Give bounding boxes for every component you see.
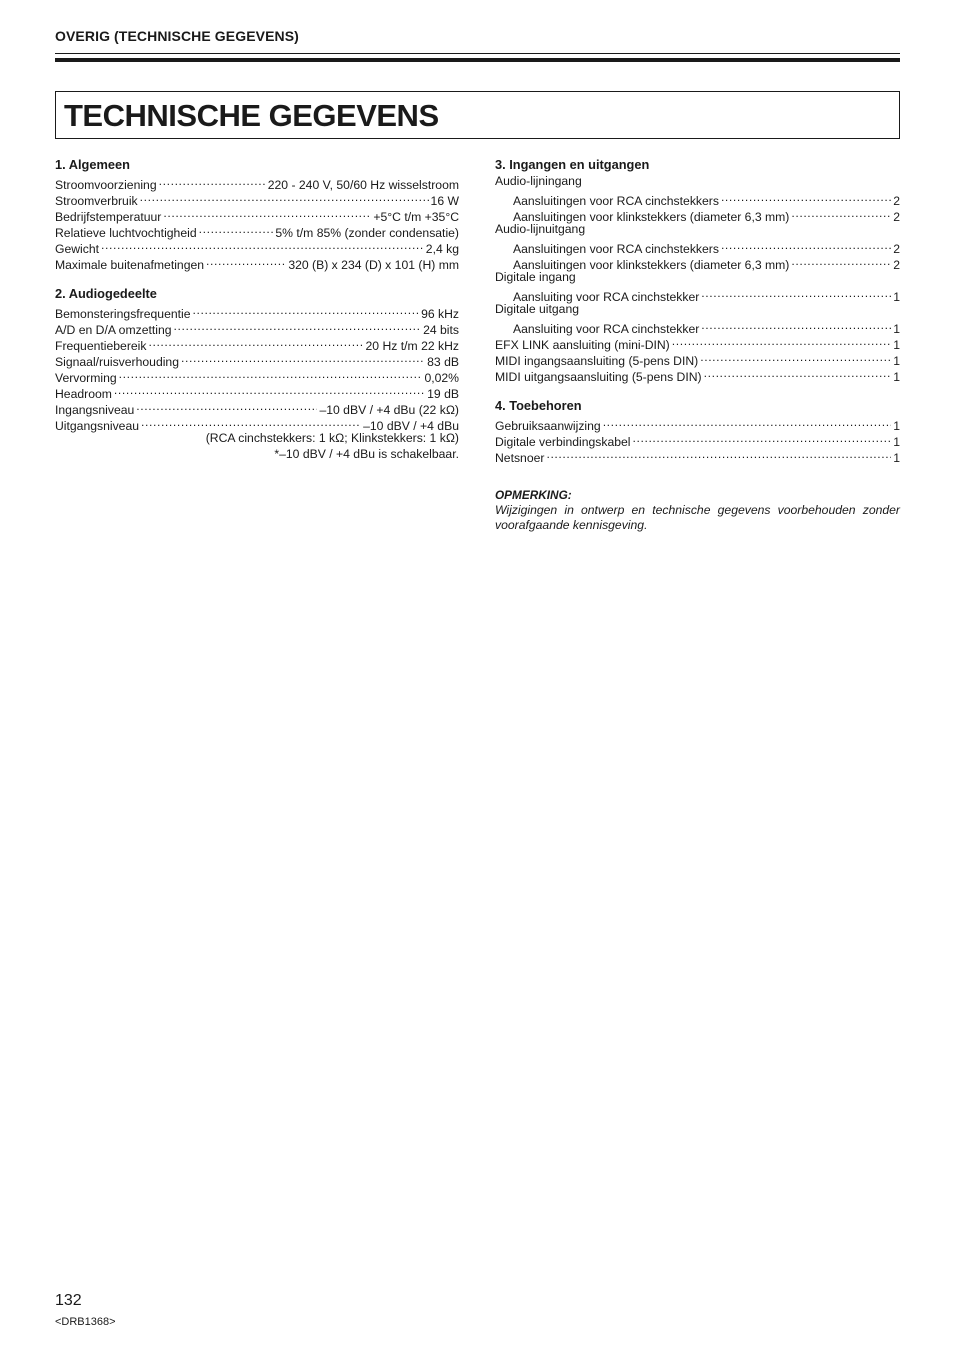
io-group-digital-in: Digitale ingang (495, 270, 576, 284)
io-label: Aansluiting voor RCA cinchstekker (513, 322, 700, 336)
spec-row-audio-value: 96 kHz (421, 307, 459, 321)
accessory-row-label: Gebruiksaanwijzing (495, 419, 601, 433)
spec-row-audio-value: 83 dB (427, 355, 459, 369)
section-title-algemeen: 1. Algemeen (55, 157, 130, 172)
spec-row-algemeen-value: 220 - 240 V, 50/60 Hz wisselstroom (267, 178, 459, 192)
io-row (495, 189, 900, 208)
section-header: OVERIG (TECHNISCHE GEGEVENS) (55, 28, 299, 44)
spec-row-audio-value: 24 bits (423, 323, 459, 337)
right-column (495, 157, 900, 533)
spec-row-audio-label: Vervorming (55, 371, 117, 385)
section-title-audio: 2. Audiogedeelte (55, 286, 157, 301)
accessory-row (495, 414, 900, 433)
note-title: OPMERKING: (495, 488, 572, 502)
io-group-digital-out: Digitale uitgang (495, 302, 580, 316)
header-rule-thin (55, 53, 900, 54)
spec-row-audio-label: Frequentiebereik (55, 339, 147, 353)
note-text: Wijzigingen in ontwerp en technische gegevens voorbehouden zonder voorafgaande kennisgeving. (495, 503, 900, 532)
io-row (495, 237, 900, 256)
left-column (55, 157, 459, 462)
io-count: 1 (893, 370, 900, 384)
title-box (55, 91, 900, 139)
spec-row-audio (55, 382, 459, 401)
spec-row-audio (55, 398, 459, 417)
switchable-note: *–10 dBV / +4 dBu is schakelbaar. (274, 447, 459, 461)
io-count: 2 (893, 194, 900, 208)
spec-row-audio-value: 20 Hz t/m 22 kHz (365, 339, 459, 353)
io-group-line-out: Audio-lijnuitgang (495, 222, 586, 236)
spec-row-audio (55, 302, 459, 321)
section-title-accessories: 4. Toebehoren (495, 398, 582, 413)
document-code: <DRB1368> (55, 1316, 116, 1328)
accessory-row-label: Digitale verbindingskabel (495, 435, 631, 449)
header-rule-thick (55, 58, 900, 62)
spec-row-audio-label: Uitgangsniveau (55, 419, 140, 433)
spec-row-audio-label: Bemonsteringsfrequentie (55, 307, 191, 321)
io-label: Aansluitingen voor RCA cinchstekkers (513, 194, 719, 208)
spec-row-audio-value: 19 dB (427, 387, 459, 401)
spec-row-audio-value: –10 dBV / +4 dBu (22 kΩ) (319, 403, 459, 417)
io-label: Aansluiting voor RCA cinchstekker (513, 290, 700, 304)
spec-row-algemeen-label: Bedrijfstemperatuur (55, 210, 162, 224)
spec-row-algemeen-label: Relatieve luchtvochtigheid (55, 226, 197, 240)
io-group-line-in: Audio-lijningang (495, 174, 582, 188)
io-row (495, 285, 900, 304)
spec-row-algemeen-label: Gewicht (55, 242, 100, 256)
accessory-row-value: 1 (893, 435, 900, 449)
io-label: Aansluitingen voor RCA cinchstekkers (513, 242, 719, 256)
io-row (495, 317, 900, 336)
spec-row-algemeen-label: Stroomvoorziening (55, 178, 157, 192)
spec-row-algemeen-label: Maximale buitenafmetingen (55, 258, 205, 272)
io-label: MIDI ingangsaansluiting (5-pens DIN) (495, 354, 699, 368)
impedance-note: (RCA cinchstekkers: 1 kΩ; Klinkstekkers: 1 kΩ) (205, 431, 459, 445)
io-count: 2 (893, 242, 900, 256)
spec-row-algemeen-value: +5°C t/m +35°C (373, 210, 459, 224)
spec-row-algemeen-value: 320 (B) x 234 (D) x 101 (H) mm (288, 258, 459, 272)
page-number: 132 (55, 1292, 82, 1309)
spec-row-algemeen (55, 253, 459, 272)
spec-row-audio-value: –10 dBV / +4 dBu (363, 419, 459, 433)
spec-row-algemeen (55, 173, 459, 192)
page-title: TECHNISCHE GEGEVENS (64, 98, 439, 133)
spec-row-algemeen (55, 237, 459, 256)
spec-row-audio-label: A/D en D/A omzetting (55, 323, 172, 337)
io-label: EFX LINK aansluiting (mini-DIN) (495, 338, 670, 352)
io-count: 2 (893, 258, 900, 272)
spec-row-audio-value: 0,02% (424, 371, 459, 385)
io-count: 1 (893, 338, 900, 352)
accessory-row (495, 446, 900, 465)
io-count: 1 (893, 322, 900, 336)
io-label: Aansluitingen voor klinkstekkers (diameter 6,3 mm) (513, 210, 790, 224)
spec-row-algemeen-label: Stroomverbruik (55, 194, 138, 208)
accessory-row-label: Netsnoer (495, 451, 545, 465)
section-title-io: 3. Ingangen en uitgangen (495, 157, 650, 172)
io-count: 2 (893, 210, 900, 224)
io-label: MIDI uitgangsaansluiting (5-pens DIN) (495, 370, 702, 384)
spec-row-algemeen-value: 5% t/m 85% (zonder condensatie) (275, 226, 459, 240)
accessory-row-value: 1 (893, 419, 900, 433)
io-count: 1 (893, 290, 900, 304)
spec-row-audio-label: Signaal/ruisverhouding (55, 355, 179, 369)
io-label: Aansluitingen voor klinkstekkers (diameter 6,3 mm) (513, 258, 790, 272)
spec-row-audio-label: Headroom (55, 387, 112, 401)
io-count: 1 (893, 354, 900, 368)
spec-row-audio-label: Ingangsniveau (55, 403, 135, 417)
accessory-row-value: 1 (893, 451, 900, 465)
spec-row-algemeen-value: 2,4 kg (425, 242, 459, 256)
spec-row-algemeen-value: 16 W (430, 194, 459, 208)
